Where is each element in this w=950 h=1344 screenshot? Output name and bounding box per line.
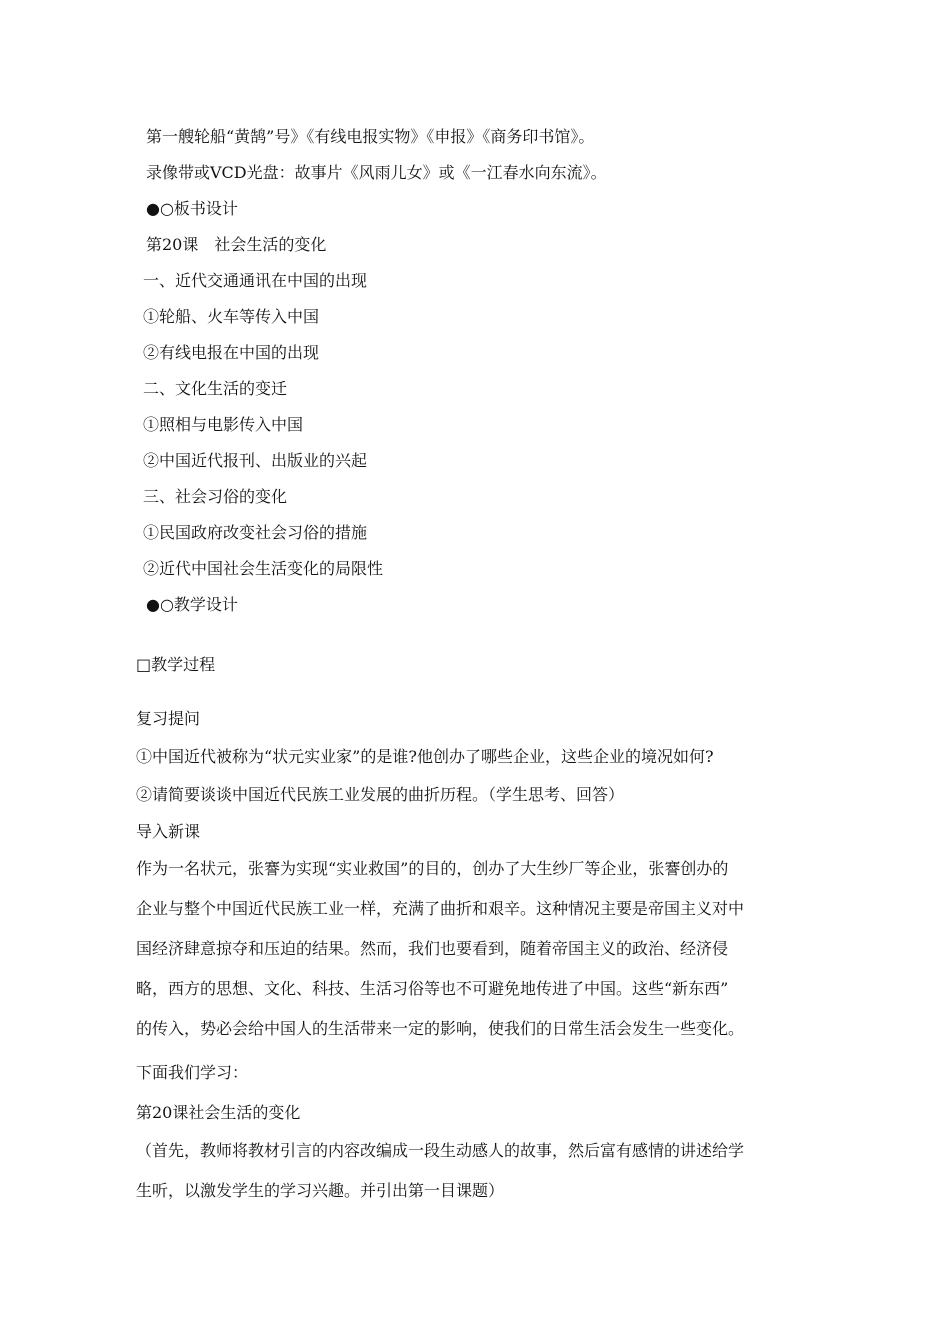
intro-paragraph-line-4: 略，西方的思想、文化、科技、生活习俗等也不可避免地传进了中国。这些“新东西” <box>136 979 729 998</box>
board-section-1-item-2: ②有线电报在中国的出现 <box>143 343 320 362</box>
intro-paragraph-line-5: 的传入，势必会给中国人的生活带来一定的影响，使我们的日常生活会发生一些变化。 <box>136 1019 745 1038</box>
intro-lesson-title: 第20课社会生活的变化 <box>136 1103 301 1122</box>
materials-line-1: 第一艘轮船“黄鹄”号》《有线电报实物》《申报》《商务印书馆》。 <box>146 127 595 146</box>
intro-paragraph-line-2: 企业与整个中国近代民族工业一样，充满了曲折和艰辛。这种情况主要是帝国主义对中 <box>136 899 745 918</box>
intro-follow-line: 下面我们学习： <box>136 1063 249 1082</box>
review-question-1: ①中国近代被称为“状元实业家”的是谁?他创办了哪些企业，这些企业的境况如何? <box>136 747 714 766</box>
review-heading: 复习提问 <box>136 709 201 728</box>
teaching-design-heading: ●○教学设计 <box>146 595 238 614</box>
intro-paragraph-line-3: 国经济肆意掠夺和压迫的结果。然而，我们也要看到，随着帝国主义的政治、经济侵 <box>136 939 729 958</box>
board-section-2-item-2: ②中国近代报刊、出版业的兴起 <box>143 451 368 470</box>
board-section-1-item-1: ①轮船、火车等传入中国 <box>143 307 320 326</box>
board-section-2-item-1: ①照相与电影传入中国 <box>143 415 304 434</box>
review-question-2: ②请简要谈谈中国近代民族工业发展的曲折历程。（学生思考、回答） <box>136 785 625 804</box>
board-section-3-title: 三、社会习俗的变化 <box>143 487 288 506</box>
board-section-2-title: 二、文化生活的变迁 <box>143 379 288 398</box>
materials-line-2: 录像带或VCD光盘：故事片《风雨儿女》或《一江春水向东流》。 <box>146 163 607 182</box>
board-lesson-title: 第20课 社会生活的变化 <box>146 235 327 254</box>
intro-note-line-2: 生听，以激发学生的学习兴趣。并引出第一目课题） <box>136 1181 505 1200</box>
intro-paragraph-line-1: 作为一名状元，张謇为实现“实业救国”的目的，创办了大生纱厂等企业，张謇创办的 <box>136 859 729 878</box>
teaching-process-heading: □教学过程 <box>136 655 216 674</box>
intro-note-line-1: （首先，教师将教材引言的内容改编成一段生动感人的故事，然后富有感情的讲述给学 <box>136 1141 745 1160</box>
board-section-1-title: 一、近代交通通讯在中国的出现 <box>143 271 368 290</box>
board-section-3-item-1: ①民国政府改变社会习俗的措施 <box>143 523 368 542</box>
board-design-heading: ●○板书设计 <box>146 199 238 218</box>
intro-heading: 导入新课 <box>136 822 201 841</box>
board-section-3-item-2: ②近代中国社会生活变化的局限性 <box>143 559 384 578</box>
